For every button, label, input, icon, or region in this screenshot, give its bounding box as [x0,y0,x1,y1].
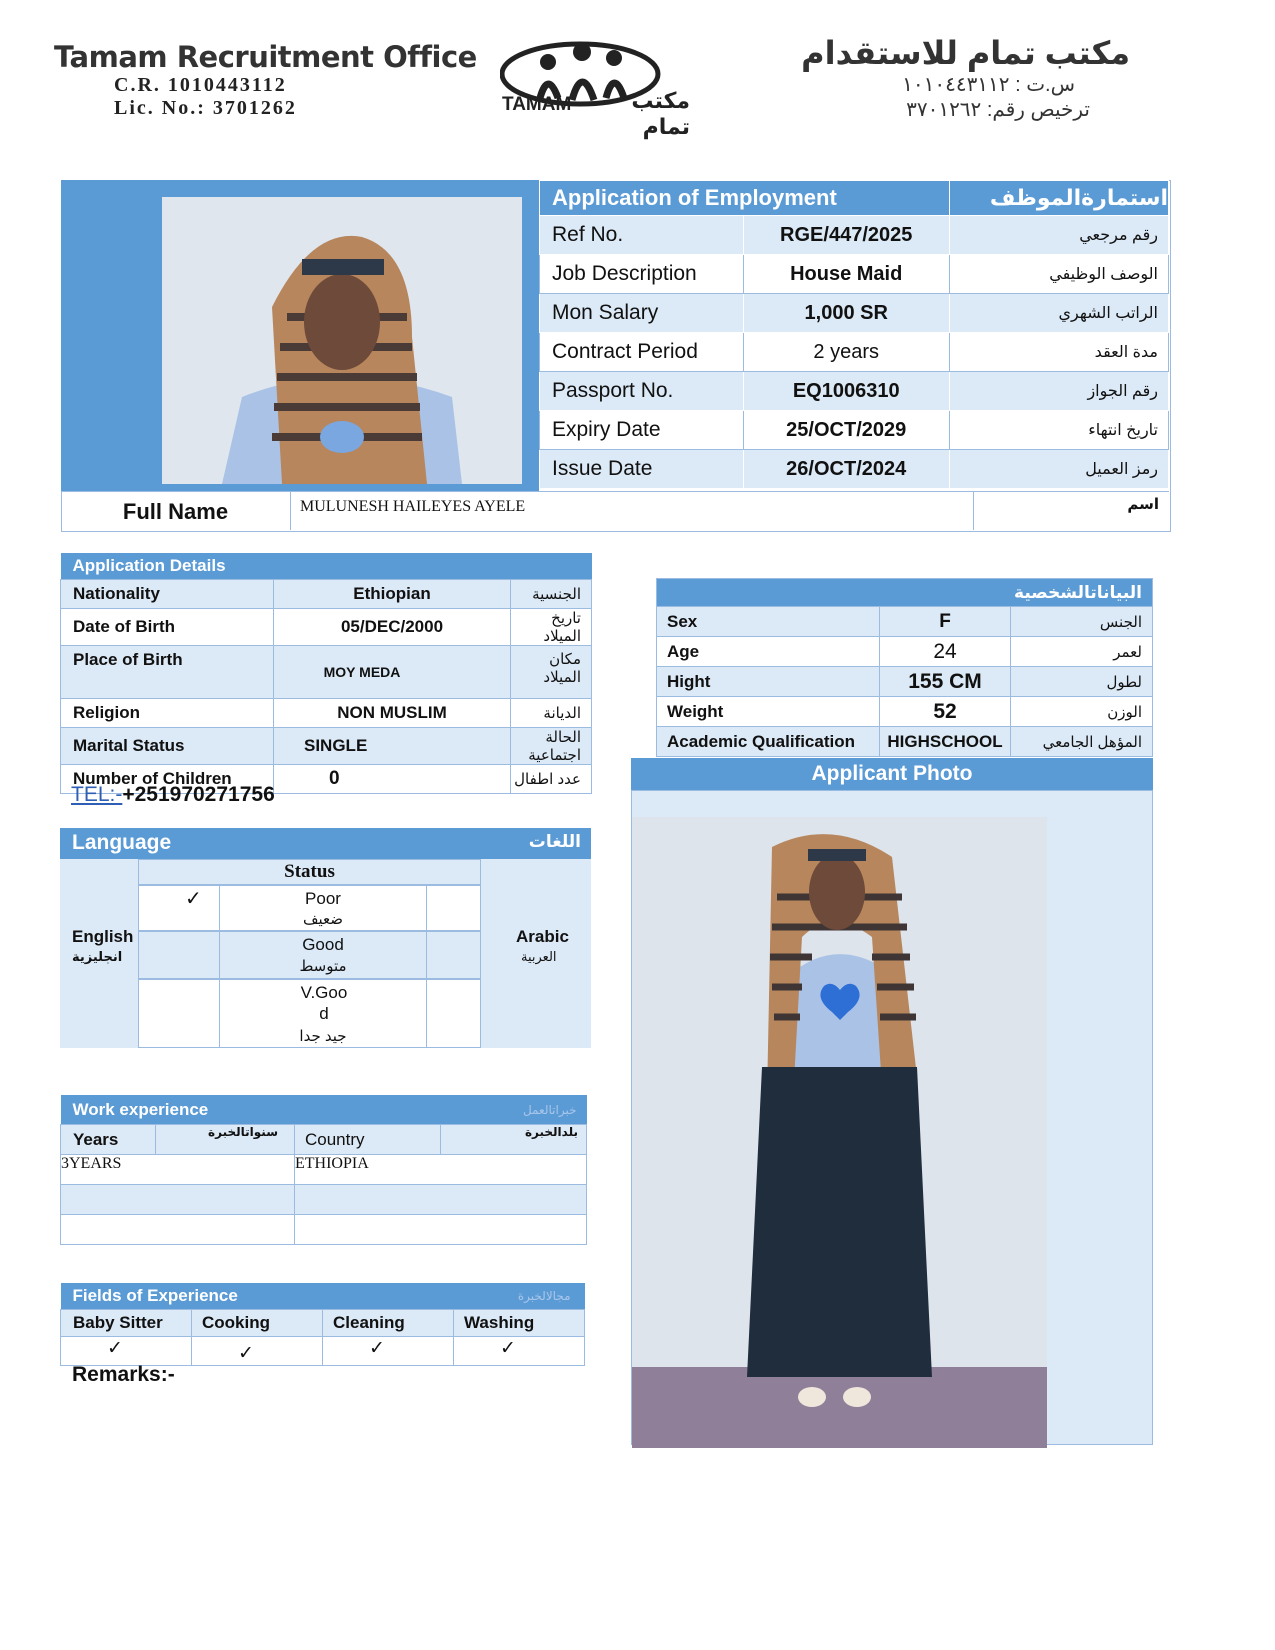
personal-data-table [656,578,1153,757]
english-cell [60,859,138,1048]
letterhead-ar [801,34,1130,122]
telephone-label[interactable]: TEL:- [71,783,123,806]
application-details-table [60,553,592,794]
english-label-ar: انجليزية [72,949,123,964]
work-years [61,1185,295,1215]
row-label-en: Passport No. [540,372,744,411]
license-number-en: Lic. No.: 3701262 [114,97,297,119]
check-icon: ✓ [185,888,202,910]
employment-row [540,450,1169,489]
work-country [295,1185,587,1215]
years-header: Years [61,1125,156,1155]
fields-title-ar: مجالالخبرة [517,1289,571,1303]
years-header-ar: سنواتالخبرة [156,1125,295,1155]
employment-row [540,294,1169,333]
row-label-en: Expiry Date [540,411,744,450]
row-value: 52 [880,697,1011,727]
check-cell[interactable] [139,980,220,1047]
row-value: 2 years [743,333,949,372]
field-label: Baby Sitter [61,1310,192,1337]
row-value: MOY MEDA [274,646,511,699]
employment-row [540,333,1169,372]
row-label-en: Number of Children [61,765,274,794]
employment-table [539,180,1169,489]
letterhead-en [54,40,477,120]
row-label-en: Religion [61,699,274,728]
row-value: HIGHSCHOOL [880,727,1011,757]
row-label-ar: تاريخ الميلاد [511,609,592,646]
language-level-row [138,885,481,931]
level-label: Good [302,935,344,954]
english-label: English [72,927,134,946]
full-name-label: Full Name [61,491,291,530]
personal-row [657,637,1153,667]
telephone-number: +251970271756 [122,783,275,806]
row-label-ar: تاريخ انتهاء [949,411,1168,450]
fields-of-experience-table [60,1283,585,1366]
language-title-en: Language [72,831,172,854]
arabic-cell [481,859,591,1048]
cell-divider [426,886,427,930]
row-value: F [880,607,1011,637]
level-label: Poor [305,889,341,908]
row-label-ar: الراتب الشهري [949,294,1168,333]
full-name-label-ar: اسم [973,491,1169,530]
row-value: 25/OCT/2029 [743,411,949,450]
row-label-en: Weight [657,697,880,727]
row-label-ar: المؤهل الجامعي [1011,727,1153,757]
row-label-ar: مدة العقد [949,333,1168,372]
row-label-ar: لطول [1011,667,1153,697]
row-value: 0 [274,765,511,794]
personal-row [657,667,1153,697]
personal-row [657,697,1153,727]
row-label-ar: رمز العميل [949,450,1168,489]
logo-text-ar: مكتب تمام [631,88,690,139]
field-check[interactable]: ✓ [323,1337,454,1366]
row-label-en: Job Description [540,255,744,294]
work-title-ar: خبراتالعمل [523,1102,577,1117]
work-row [61,1185,587,1215]
row-label-en: Issue Date [540,450,744,489]
row-value: Ethiopian [274,580,511,609]
work-title-en: Work experience [72,1099,209,1119]
field-check[interactable]: ✓ [192,1337,323,1366]
row-label-en: Academic Qualification [657,727,880,757]
field-check[interactable]: ✓ [61,1337,192,1366]
license-number-ar: ترخيص رقم: ٣٧٠١٢٦٢ [906,99,1090,121]
row-value: NON MUSLIM [274,699,511,728]
field-check[interactable]: ✓ [454,1337,585,1366]
work-row [61,1155,587,1185]
level-label-ar: جيد جدا [299,1028,347,1045]
row-value: RGE/447/2025 [743,216,949,255]
personal-data-title: البياناتالشخصية [657,579,1153,607]
row-label-ar: الديانة [511,699,592,728]
row-label-ar: الجنسية [511,580,592,609]
work-experience-table [60,1095,587,1245]
language-title-ar: اللغات [528,832,581,851]
applicant-photo-title: Applicant Photo [631,758,1153,790]
company-logo [500,38,690,139]
country-header: Country [295,1125,441,1155]
cr-number-en: C.R. 1010443112 [114,74,287,96]
row-value: 155 CM [880,667,1011,697]
row-value: EQ1006310 [743,372,949,411]
full-name-value: MULUNESH HAILEYES AYELE [300,498,526,515]
field-label: Washing [454,1310,585,1337]
language-level-row [138,931,481,979]
cell-divider [426,980,427,1047]
row-label-en: Marital Status [61,728,274,765]
work-row [61,1215,587,1245]
employment-row [540,411,1169,450]
row-value: SINGLE [274,728,511,765]
remarks-label: Remarks:- [72,1363,175,1386]
details-row [61,728,592,765]
row-value: 24 [880,637,1011,667]
arabic-label-ar: العربية [521,949,557,964]
field-label: Cleaning [323,1310,454,1337]
row-label-ar: عدد اطفال [511,765,592,794]
employment-title-ar: استمارةالموظف [949,181,1168,216]
row-label-en: Ref No. [540,216,744,255]
details-row [61,699,592,728]
row-label-en: Age [657,637,880,667]
check-cell[interactable] [139,886,220,930]
row-label-en: Nationality [61,580,274,609]
row-value: 05/DEC/2000 [274,609,511,646]
row-label-ar: الوصف الوظيفي [949,255,1168,294]
row-label-en: Hight [657,667,880,697]
employment-title-en: Application of Employment [540,181,950,216]
row-label-ar: مكان الميلاد [511,646,592,699]
row-value: 1,000 SR [743,294,949,333]
employment-row [540,216,1169,255]
telephone [71,783,275,807]
cr-number-ar: س.ت : ١٠١٠٤٤٣١١٢ [902,74,1075,96]
row-label-en: Date of Birth [61,609,274,646]
logo-text: TAMAM [502,94,572,115]
row-label-ar: رقم الجواز [949,372,1168,411]
company-name-en: Tamam Recruitment Office [54,40,477,74]
row-label-en: Contract Period [540,333,744,372]
check-cell[interactable] [139,932,220,978]
language-level-row [138,979,481,1048]
work-country [295,1215,587,1245]
work-years [61,1215,295,1245]
applicant-headshot [162,197,522,484]
row-label-en: Place of Birth [61,646,274,699]
level-label: V.Good [300,983,348,1023]
field-label: Cooking [192,1310,323,1337]
row-label-ar: الحالة اجتماعية [511,728,592,765]
details-row [61,609,592,646]
row-label-ar: رقم مرجعي [949,216,1168,255]
details-row [61,646,592,699]
applicant-full-photo [632,817,1047,1448]
personal-row [657,607,1153,637]
row-label-ar: لعمر [1011,637,1153,667]
level-label-ar: متوسط [299,958,347,975]
row-value: 26/OCT/2024 [743,450,949,489]
work-country: ETHIOPIA [295,1155,587,1185]
row-label-en: Sex [657,607,880,637]
fields-title-en: Fields of Experience [72,1286,238,1305]
employment-row [540,255,1169,294]
cell-divider [426,932,427,978]
row-label-en: Mon Salary [540,294,744,333]
row-label-ar: الجنس [1011,607,1153,637]
status-header: Status [138,859,481,885]
arabic-label: Arabic [516,927,569,946]
level-label-ar: ضعيف [302,911,344,928]
details-row [61,580,592,609]
work-years: 3YEARS [61,1155,295,1185]
row-label-ar: الوزن [1011,697,1153,727]
country-header-ar: بلدالخبرة [441,1125,587,1155]
language-header [60,828,591,859]
employment-row [540,372,1169,411]
company-name-ar: مكتب تمام للاستقدام [801,35,1130,71]
personal-row [657,727,1153,757]
application-details-title: Application Details [72,556,226,575]
row-value: House Maid [743,255,949,294]
